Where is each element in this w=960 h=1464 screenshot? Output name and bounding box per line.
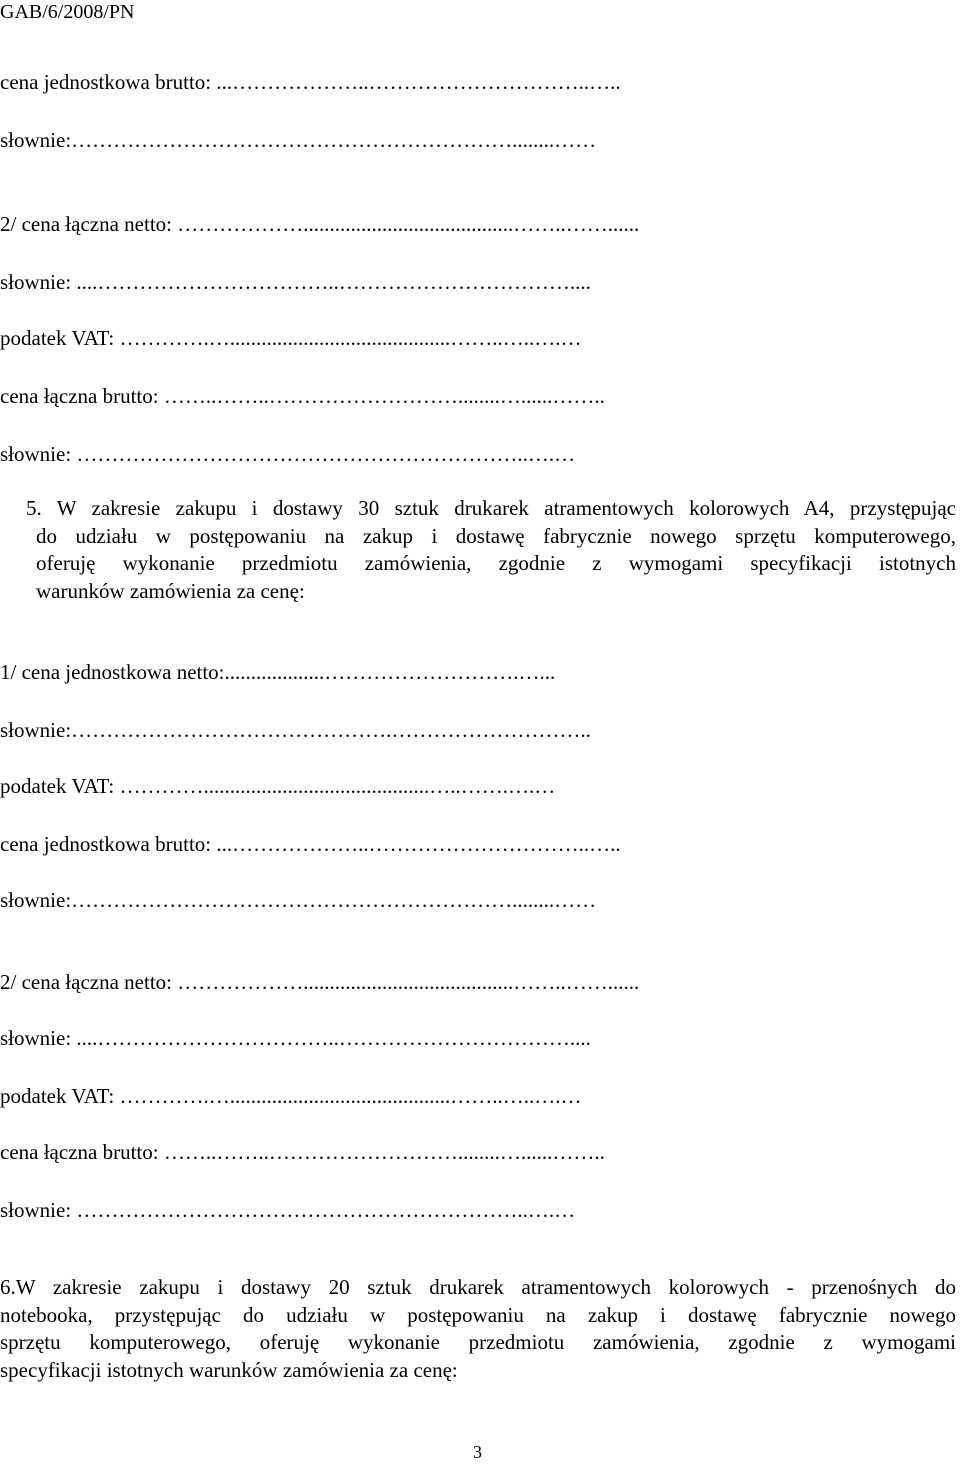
line-unit-price-net: 1/ cena jednostkowa netto:...................……………………….…... <box>0 660 556 684</box>
line-unit-price-gross: cena jednostkowa brutto: ...………………..…………………………..….. <box>0 70 621 94</box>
section-5-paragraph <box>0 495 956 605</box>
line-total-net: 2/ cena łączna netto: ………………........................................……..……...... <box>0 212 640 236</box>
line-total-gross: cena łączna brutto: ……..……..………………………........…......…….. <box>0 1140 605 1164</box>
line-in-words: słownie:……………………………………….……………………….. <box>0 718 591 742</box>
line-in-words: słownie: ………………………………………………………..….… <box>0 1198 576 1222</box>
line-vat: podatek VAT: …………...........................................…..…….….… <box>0 774 556 798</box>
section-6-paragraph <box>0 1274 956 1384</box>
line-vat: podatek VAT: ………….…..........................................……..…..….… <box>0 1084 582 1108</box>
paragraph-line: 5. W zakresie zakupu i dostawy 30 sztuk drukarek atramentowych kolorowych A4, przystępując <box>26 496 956 520</box>
paragraph-line: warunków zamówienia za cenę: <box>36 578 305 603</box>
line-total-net: 2/ cena łączna netto: ………………........................................……..……...... <box>0 970 640 994</box>
line-in-words: słownie:………………………………………………………........…… <box>0 888 597 912</box>
paragraph-line: sprzętu komputerowego, oferuję wykonanie przedmiotu zamówienia, zgodnie z wymogami <box>0 1330 956 1354</box>
line-in-words: słownie:………………………………………………………........…… <box>0 128 597 152</box>
paragraph-line: 6.W zakresie zakupu i dostawy 20 sztuk drukarek atramentowych kolorowych - przenośnych do <box>0 1275 956 1299</box>
line-vat: podatek VAT: ………….…..........................................……..…..….… <box>0 326 582 350</box>
line-in-words: słownie: ....……………………………..…………………………….... <box>0 1026 591 1050</box>
line-in-words: słownie: ....……………………………..…………………………….... <box>0 270 591 294</box>
page-number: 3 <box>473 1442 482 1462</box>
paragraph-line: oferuję wykonanie przedmiotu zamówienia, zgodnie z wymogami specyfikacji istotnych <box>36 551 956 575</box>
line-unit-price-gross: cena jednostkowa brutto: ...………………..…………………………..….. <box>0 832 621 856</box>
line-total-gross: cena łączna brutto: ……..……..………………………........…......…….. <box>0 384 605 408</box>
paragraph-line: specyfikacji istotnych warunków zamówienia za cenę: <box>0 1357 458 1382</box>
paragraph-line: notebooka, przystępując do udziału w postępowaniu na zakup i dostawę fabrycznie nowego <box>0 1302 956 1327</box>
paragraph-line: do udziału w postępowaniu na zakup i dostawę fabrycznie nowego sprzętu komputerowego, <box>36 523 956 548</box>
line-in-words: słownie: ………………………………………………………..….… <box>0 442 576 466</box>
document-code: GAB/6/2008/PN <box>0 1 135 23</box>
